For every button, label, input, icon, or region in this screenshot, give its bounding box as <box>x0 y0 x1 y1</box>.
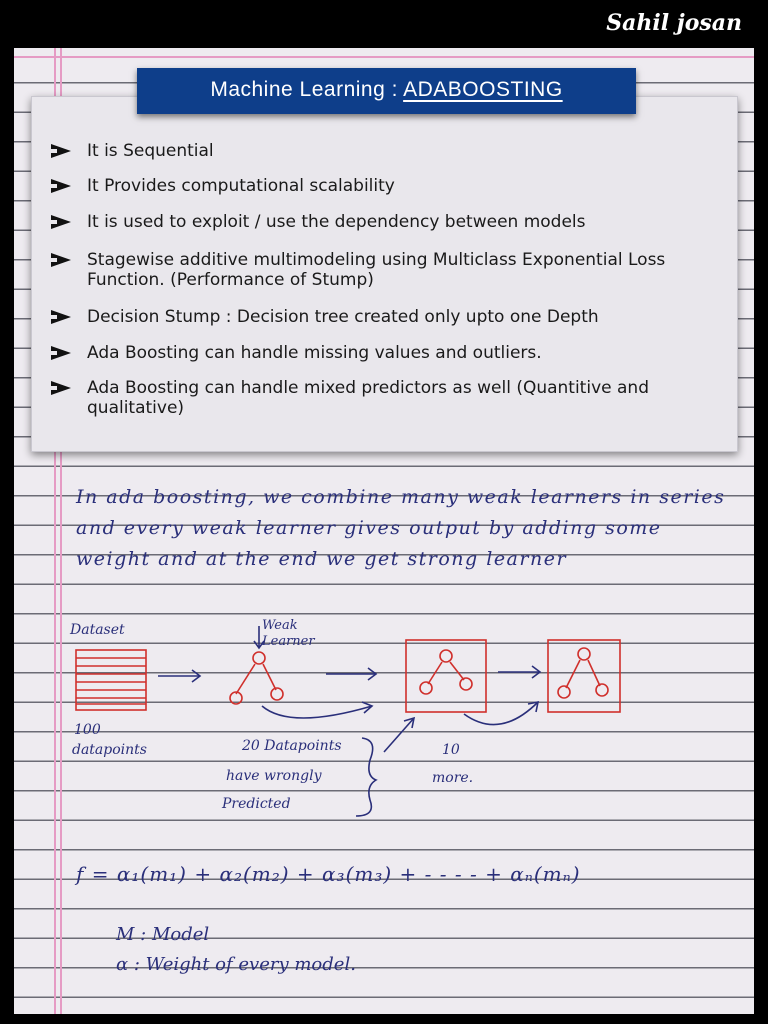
more-count: 10 <box>442 742 460 758</box>
arrow-icon <box>498 666 540 678</box>
more-label: more. <box>432 770 474 786</box>
curved-arrow-icon <box>464 702 538 725</box>
datapoints-count: 100 <box>74 722 101 738</box>
title-emphasis: ADABOOSTING <box>403 78 563 101</box>
brace-icon <box>356 738 376 816</box>
author-signature: Sahil josan <box>606 10 742 36</box>
bullet-item: Stagewise additive multimodeling using Multiclass Exponential Loss Function. (Performance of Stump) <box>49 250 729 290</box>
title-prefix: Machine Learning : <box>210 78 404 101</box>
curved-arrow-icon <box>262 702 372 718</box>
legend-weight: α : Weight of every model. <box>116 954 356 975</box>
arrow-icon <box>158 670 200 682</box>
datapoints-label: datapoints <box>72 742 147 758</box>
arrow-icon <box>326 668 376 680</box>
dataset-label: Dataset <box>70 622 125 638</box>
boxed-stump-icon <box>406 640 486 712</box>
handwritten-paragraph: In ada boosting, we combine many weak learners in series and every weak learner gives output by adding some weight and at the end we get strong learner <box>76 486 726 570</box>
boxed-stump-icon <box>548 640 620 712</box>
wrong-predictions-line1: 20 Datapoints <box>242 738 342 754</box>
bullet-item: It is used to exploit / use the dependency between models <box>49 212 729 232</box>
stump-tree-icon <box>230 652 283 704</box>
bullet-item: Ada Boosting can handle missing values and outliers. <box>49 343 729 363</box>
legend-model: M : Model <box>116 924 210 945</box>
bullet-item: Ada Boosting can handle mixed predictors as well (Quantitive and qualitative) <box>49 378 729 418</box>
arrow-icon <box>384 718 414 752</box>
formula: f = α₁(m₁) + α₂(m₂) + α₃(m₃) + - - - - + αₙ(mₙ) <box>76 862 581 886</box>
wrong-predictions-line3: Predicted <box>222 796 291 812</box>
arrow-icon <box>254 626 264 648</box>
bullet-item: It is Sequential <box>49 141 729 161</box>
dataset-table-icon <box>76 650 146 710</box>
wrong-predictions-line2: have wrongly <box>226 768 322 784</box>
bullet-item: Decision Stump : Decision tree created only upto one Depth <box>49 307 729 327</box>
weak-learner-label: Weak Learner <box>262 618 315 649</box>
bullet-item: It Provides computational scalability <box>49 176 729 196</box>
